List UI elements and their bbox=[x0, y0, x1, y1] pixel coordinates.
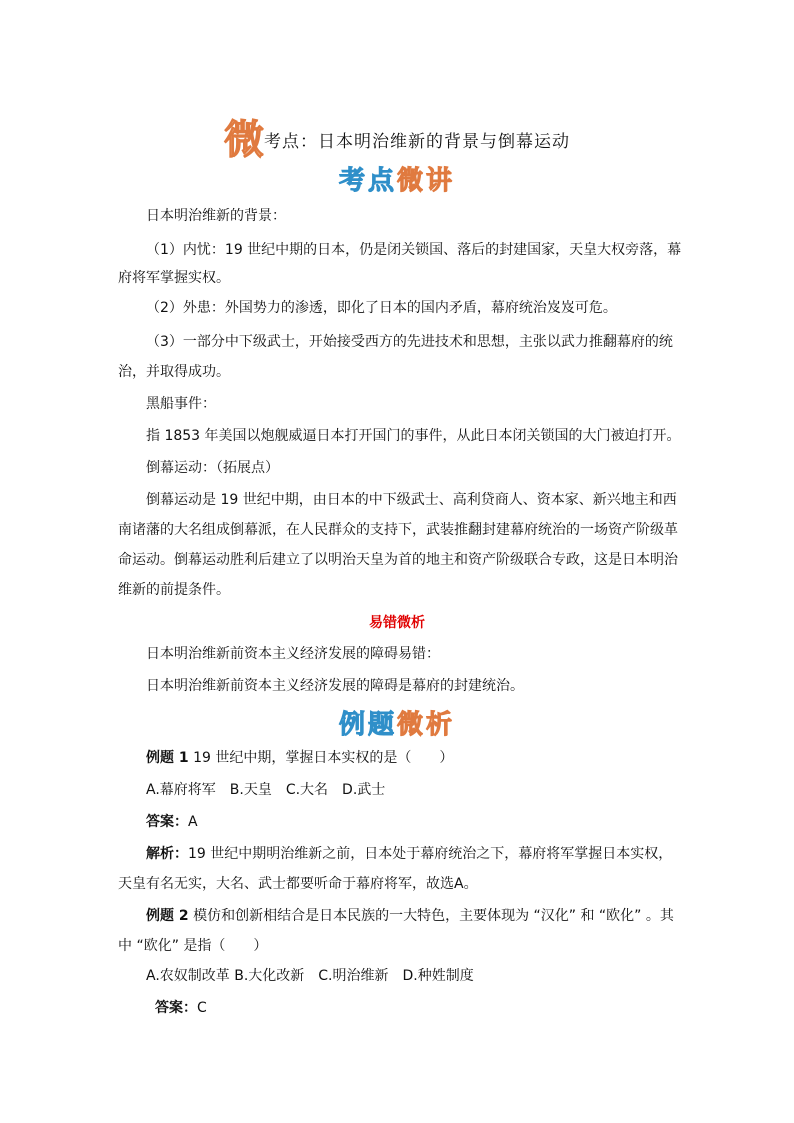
kaodian-line-7: 黑船事件： bbox=[146, 396, 216, 412]
kaodian-line-8: 指 1853 年美国以炮舰威逼日本打开国门的事件，从此日本闭关锁国的大门被迫打开。 bbox=[146, 428, 681, 444]
example2-label: 例题 2 bbox=[146, 908, 189, 924]
example1-answer-label: 答案： bbox=[146, 814, 188, 830]
example2-answer-label: 答案： bbox=[155, 1000, 197, 1016]
example1-options: A.幕府将军 B.天皇 C.大名 D.武士 bbox=[146, 782, 386, 798]
liti-banner-part2: 微析 bbox=[397, 710, 456, 740]
kaodian-line-6: 治，并取得成功。 bbox=[118, 364, 230, 380]
kaodian-line-12: 命运动。倒幕运动胜利后建立了以明治天皇为首的地主和资产阶级联合专政，这是日本明治 bbox=[118, 552, 678, 568]
kaodian-line-10: 倒幕运动是 19 世纪中期，由日本的中下级武士、高利贷商人、资本家、新兴地主和西 bbox=[146, 492, 677, 508]
kaodian-line-1: 日本明治维新的背景： bbox=[146, 208, 286, 224]
example1-label: 例题 1 bbox=[146, 750, 189, 766]
example2-question-line-1 bbox=[146, 906, 674, 926]
kaodian-line-2: （1）内忧：19 世纪中期的日本，仍是闭关锁国、落后的封建国家，天皇大权旁落，幕 bbox=[146, 242, 682, 258]
kaodian-banner-part2: 微讲 bbox=[397, 166, 456, 196]
kaodian-line-4: （2）外患：外国势力的渗透，即化了日本的国内矛盾，幕府统治岌岌可危。 bbox=[146, 300, 617, 316]
example1-answer-line bbox=[146, 812, 198, 832]
kaodian-line-5: （3）一部分中下级武士，开始接受西方的先进技术和思想，主张以武力推翻幕府的统 bbox=[146, 334, 673, 350]
kaodian-banner bbox=[0, 160, 794, 197]
liti-banner bbox=[0, 704, 794, 741]
example2-question-line-2: 中 “欧化” 是指（ ） bbox=[118, 938, 268, 954]
example1-answer: A bbox=[188, 814, 198, 830]
yicuo-line-2: 日本明治维新前资本主义经济发展的障碍是幕府的封建统治。 bbox=[146, 678, 524, 694]
kaodian-banner-part1: 考点 bbox=[338, 166, 397, 196]
page-title bbox=[0, 108, 794, 165]
yicuo-line-1: 日本明治维新前资本主义经济发展的障碍易错： bbox=[146, 646, 440, 662]
example1-analysis-line-2: 天皇有名无实，大名、武士都要听命于幕府将军，故选A。 bbox=[118, 876, 478, 892]
example1-analysis-line-1 bbox=[146, 844, 672, 864]
example2-question-1: 模仿和创新相结合是日本民族的一大特色，主要体现为 “汉化” 和 “欧化” 。其 bbox=[188, 908, 674, 924]
example1-analysis-1: 19 世纪中期明治维新之前，日本处于幕府统治之下，幕府将军掌握日本实权， bbox=[188, 846, 673, 862]
example1-analysis-label: 解析： bbox=[146, 846, 188, 862]
kaodian-line-11: 南诸藩的大名组成倒幕派，在人民群众的支持下，武装推翻封建幕府统治的一场资产阶级革 bbox=[118, 522, 678, 538]
example1-question-line bbox=[146, 748, 453, 768]
liti-banner-part1: 例题 bbox=[338, 710, 397, 740]
example2-answer-line bbox=[155, 998, 207, 1018]
kaodian-line-9: 倒幕运动：（拓展点） bbox=[146, 460, 279, 476]
example2-answer: C bbox=[197, 1000, 207, 1016]
title-text: 考点：日本明治维新的背景与倒幕运动 bbox=[264, 132, 570, 152]
kaodian-line-13: 维新的前提条件。 bbox=[118, 582, 230, 598]
example1-question: 19 世纪中期，掌握日本实权的是（ ） bbox=[188, 750, 454, 766]
kaodian-line-3: 府将军掌握实权。 bbox=[118, 270, 230, 286]
example2-options: A.农奴制改革 B.大化改新 C.明治维新 D.种姓制度 bbox=[146, 968, 474, 984]
yicuo-heading: 易错微析 bbox=[369, 615, 425, 631]
title-big-char: 微 bbox=[224, 116, 264, 163]
